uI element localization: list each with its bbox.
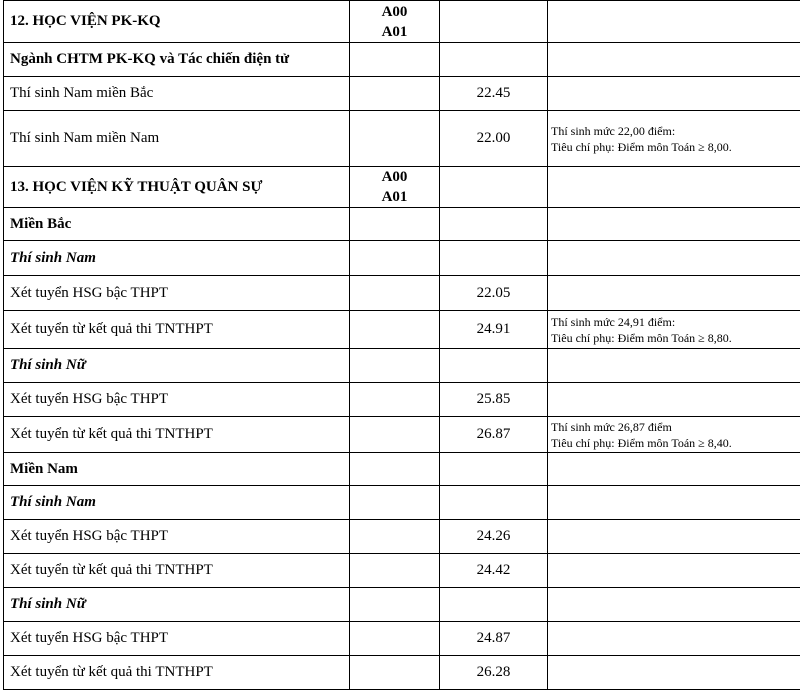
score-cell [440,554,548,588]
combo-cell [350,1,440,43]
subject-combo: A01 [381,189,408,205]
combo-cell [350,276,440,311]
note-cell [548,208,800,241]
score-value: 24.42 [476,562,511,578]
note-line: Tiêu chí phụ: Điểm môn Toán ≥ 8,40. [551,435,732,450]
note-cell [548,311,800,349]
score-cell [440,167,548,208]
table-row [4,276,800,311]
row-label-cell [4,349,350,383]
combo-cell [350,43,440,77]
section-label: Miền Nam [10,460,78,477]
section-row [4,453,800,486]
subject-combo: A00 [381,3,408,20]
row-label-cell [4,1,350,43]
row-label-cell [4,111,350,167]
table-row [4,417,800,453]
row-label-cell [4,520,350,554]
combo-cell [350,349,440,383]
score-cell [440,276,548,311]
note-cell [548,77,800,111]
score-cell [440,311,548,349]
note-cell [548,1,800,43]
table-row [4,520,800,554]
note-cell [548,453,800,486]
score-cell [440,453,548,486]
score-cell [440,1,548,43]
table-row [4,656,800,690]
note-line: Tiêu chí phụ: Điểm môn Toán ≥ 8,00. [551,139,732,154]
score-cell [440,77,548,111]
row-label-cell [4,208,350,241]
row-label-cell [4,311,350,349]
score-cell [440,622,548,656]
combo-cell [350,554,440,588]
note-cell [548,111,800,167]
score-cell [440,383,548,417]
header-row [4,167,800,208]
row-label-cell [4,588,350,622]
row-label-cell [4,417,350,453]
table-row [4,311,800,349]
note-cell [548,486,800,520]
table-body [4,1,800,690]
table-row [4,77,800,111]
row-label-cell [4,43,350,77]
combo-cell [350,656,440,690]
note-line: Tiêu chí phụ: Điểm môn Toán ≥ 8,80. [551,330,732,345]
section-row [4,43,800,77]
table-row [4,111,800,167]
row-label-cell [4,453,350,486]
combo-cell [350,311,440,349]
note-cell [548,417,800,453]
score-value: 24.87 [476,630,511,646]
institution-title: 12. HỌC VIỆN PK-KQ [10,13,161,29]
combo-cell [350,383,440,417]
score-value: 26.28 [476,664,511,680]
row-label: Xét tuyển HSG bậc THPT [10,391,169,407]
row-label: Xét tuyển HSG bậc THPT [10,284,169,301]
combo-cell [350,453,440,486]
row-label: Xét tuyển từ kết quả thi TNTHPT [10,321,213,337]
row-label-cell [4,383,350,417]
score-value: 22.05 [476,284,511,301]
row-label-cell [4,241,350,276]
table-row [4,554,800,588]
row-label-cell [4,276,350,311]
score-cell [440,111,548,167]
note-cell [548,241,800,276]
score-cell [440,43,548,77]
score-value: 22.45 [476,85,511,101]
note-cell [548,554,800,588]
combo-cell [350,111,440,167]
row-label-cell [4,77,350,111]
note-cell [548,167,800,208]
combo-cell [350,241,440,276]
score-cell [440,349,548,383]
subsection-label: Thí sinh Nữ [10,357,86,373]
score-cell [440,486,548,520]
combo-cell [350,588,440,622]
score-cell [440,520,548,554]
section-row [4,208,800,241]
combo-cell [350,167,440,208]
combo-cell [350,77,440,111]
note-cell [548,520,800,554]
row-label-cell [4,656,350,690]
institution-title: 13. HỌC VIỆN KỸ THUẬT QUÂN SỰ [10,178,263,195]
score-cell [440,417,548,453]
table-row [4,383,800,417]
score-value: 26.87 [476,426,511,442]
subsection-label: Thí sinh Nam [10,249,96,266]
row-label-cell [4,622,350,656]
section-label: Miền Bắc [10,215,72,232]
score-cell [440,241,548,276]
admission-score-table [3,0,800,690]
subsection-row [4,241,800,276]
score-cell [440,656,548,690]
subject-combo: A00 [381,169,408,185]
subsection-row [4,486,800,520]
row-label: Xét tuyển HSG bậc THPT [10,630,169,646]
table-row [4,622,800,656]
combo-cell [350,622,440,656]
score-cell [440,208,548,241]
row-label-cell [4,554,350,588]
note-cell [548,276,800,311]
subsection-row [4,588,800,622]
header-row [4,1,800,43]
row-label: Thí sinh Nam miền Bắc [10,85,154,101]
note-cell [548,622,800,656]
row-label: Xét tuyển từ kết quả thi TNTHPT [10,426,213,442]
combo-cell [350,208,440,241]
note-cell [548,656,800,690]
row-label-cell [4,486,350,520]
note-line: Thí sinh mức 22,00 điểm: [551,123,676,138]
subsection-label: Thí sinh Nam [10,494,96,510]
subsection-label: Thí sinh Nữ [10,596,86,612]
note-line: Thí sinh mức 26,87 điểm [551,419,672,434]
note-cell [548,43,800,77]
note-cell [548,349,800,383]
row-label-cell [4,167,350,208]
score-value: 24.26 [476,528,511,544]
section-label: Ngành CHTM PK-KQ và Tác chiến điện tử [10,51,290,67]
note-line: Thí sinh mức 24,91 điểm: [551,314,676,329]
combo-cell [350,520,440,554]
note-cell [548,383,800,417]
combo-cell [350,486,440,520]
subject-combo: A01 [381,23,408,40]
subsection-row [4,349,800,383]
score-value: 22.00 [476,130,511,146]
combo-cell [350,417,440,453]
score-cell [440,588,548,622]
row-label: Thí sinh Nam miền Nam [10,130,160,146]
row-label: Xét tuyển từ kết quả thi TNTHPT [10,562,213,578]
note-cell [548,588,800,622]
score-value: 24.91 [476,321,511,337]
row-label: Xét tuyển HSG bậc THPT [10,528,169,544]
score-value: 25.85 [476,391,511,407]
row-label: Xét tuyển từ kết quả thi TNTHPT [10,664,213,680]
